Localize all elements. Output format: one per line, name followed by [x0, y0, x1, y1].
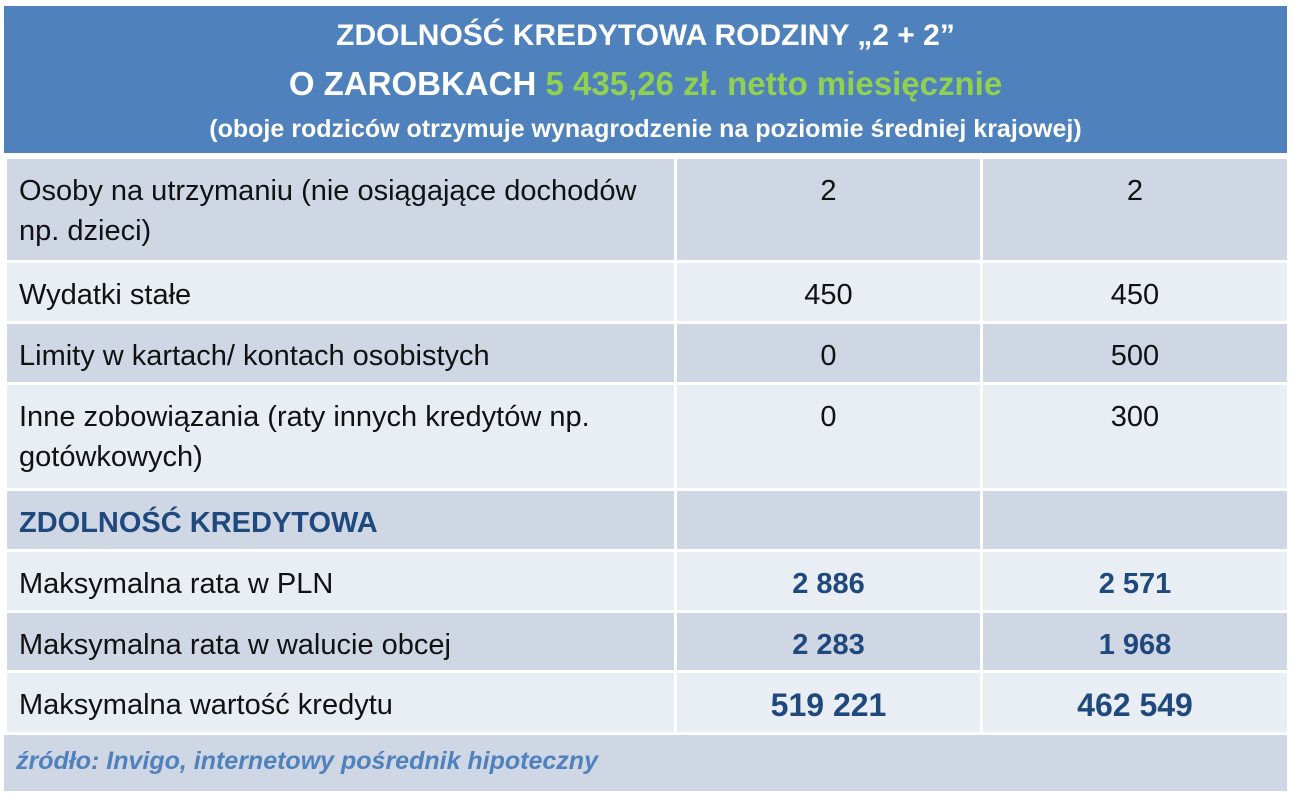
row-value-1: 0 — [820, 340, 837, 372]
row-label-cell — [6, 672, 676, 734]
row-label: Limity w kartach/ kontach osobistych — [19, 340, 490, 372]
row-value-2: 2 — [1126, 175, 1144, 207]
result-value-2: 1 968 — [1098, 629, 1172, 661]
result-row — [6, 551, 1289, 612]
header-income-line — [4, 64, 1287, 104]
row-label-cell — [6, 323, 676, 384]
row-label-cell — [6, 158, 676, 262]
table-row — [6, 323, 1289, 384]
source-note — [4, 735, 1287, 791]
row-value-1: 0 — [820, 401, 837, 433]
section-label-cell — [6, 490, 676, 551]
row-value-1: 450 — [804, 279, 853, 311]
row-label: Maksymalna rata w PLN — [19, 568, 334, 600]
credit-table — [4, 156, 1290, 735]
section-title: ZDOLNOŚĆ KREDYTOWA — [19, 507, 378, 539]
header-income-prefix: O ZAROBKACH — [288, 65, 546, 102]
result-value-1: 2 283 — [792, 629, 865, 661]
row-value-cell — [982, 323, 1289, 384]
result-value-2: 2 571 — [1098, 568, 1172, 600]
row-label: Maksymalna wartość kredytu — [19, 689, 393, 721]
row-value-cell — [982, 384, 1289, 490]
header-subtitle: (oboje rodziców otrzymuje wynagrodzenie na poziomie średniej krajowej) — [209, 115, 1082, 143]
table-row — [6, 384, 1289, 490]
row-value-cell — [676, 262, 982, 323]
row-value-2: 300 — [1110, 401, 1160, 433]
result-value-1: 519 221 — [770, 687, 887, 723]
row-value-cell — [676, 323, 982, 384]
result-row — [6, 672, 1289, 734]
row-label: Inne zobowiązania (raty innych kredytów np. gotówkowych) — [19, 401, 590, 473]
row-value-cell — [982, 551, 1289, 612]
row-value-2: 500 — [1110, 340, 1160, 372]
row-value-cell — [982, 612, 1289, 672]
row-value-1: 2 — [820, 175, 837, 207]
row-label-cell — [6, 384, 676, 490]
row-value-cell — [676, 551, 982, 612]
credit-table-slide — [4, 6, 1287, 791]
row-value-cell — [982, 262, 1289, 323]
row-label-cell — [6, 612, 676, 672]
row-label: Osoby na utrzymaniu (nie osiągające dochodów np. dzieci) — [19, 175, 637, 247]
result-value-2: 462 549 — [1077, 687, 1193, 723]
row-value-cell — [982, 158, 1289, 262]
row-label: Maksymalna rata w walucie obcej — [19, 629, 451, 661]
empty-cell — [982, 490, 1289, 551]
row-value-2: 450 — [1110, 279, 1160, 311]
section-row — [6, 490, 1289, 551]
row-value-cell — [676, 158, 982, 262]
table-row — [6, 262, 1289, 323]
table-header — [4, 6, 1287, 153]
header-income-amount: 5 435,26 zł. netto miesięcznie — [545, 65, 1003, 102]
result-value-1: 2 886 — [792, 568, 865, 600]
row-label-cell — [6, 262, 676, 323]
table-row — [6, 158, 1289, 262]
row-value-cell — [982, 672, 1289, 734]
row-label-cell — [6, 551, 676, 612]
source-text: źródło: Invigo, internetowy pośrednik hipoteczny — [16, 747, 598, 775]
row-label: Wydatki stałe — [19, 279, 192, 311]
header-title: ZDOLNOŚĆ KREDYTOWA RODZINY „2 + 2” — [336, 19, 955, 52]
row-value-cell — [676, 672, 982, 734]
empty-cell — [676, 490, 982, 551]
row-value-cell — [676, 384, 982, 490]
result-row — [6, 612, 1289, 672]
row-value-cell — [676, 612, 982, 672]
